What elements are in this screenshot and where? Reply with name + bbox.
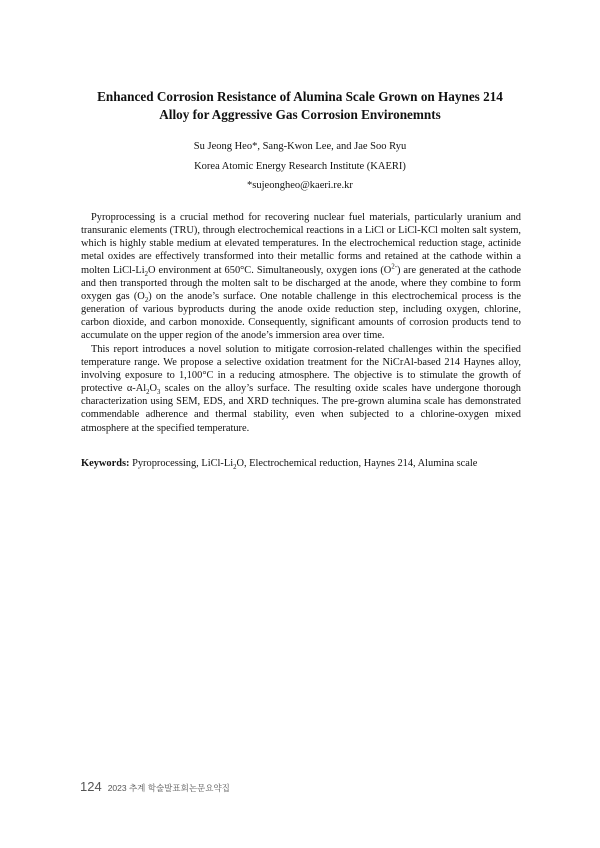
p1-text-a: Pyroprocessing is a crucial method for recovering nuclear fuel materials, particularly uranium and transuranic elements (TRU), through electrochemical reactions in a LiCl or LiCl-KCl molten salt system, which is highly stable medium at elevated temperatures. In the electrochemical reduction stage, actinide metal oxides are effectively transformed into their metallic forms and retained at the cathode within a molten LiCl-Li [81, 212, 521, 276]
p1-text-c: ) are generated at the cathode and then transported through the molten salt to be discharged at the anode, where they combine to form oxygen gas (O [81, 264, 522, 302]
keywords-text-a: Pyroprocessing, LiCl-Li [129, 458, 234, 469]
paper-title [60, 88, 540, 124]
page-footer [80, 778, 230, 796]
abstract-body [81, 211, 521, 435]
email: *sujeongheo@kaeri.re.kr [247, 180, 353, 191]
keywords [81, 457, 521, 470]
paragraph-2 [81, 343, 521, 435]
p1-sup-b: 2- [391, 263, 397, 271]
p1-text-b: O environment at 650°C. Simultaneously, oxygen ions (O [148, 264, 392, 276]
p2-text-c: scales on the alloy’s surface. The resulting oxide scales have undergone thorough characterization using SEM, EDS, and XRD techniques. The pre-grown alumina scale has demonstrated commendable adherence and thermal stability, even when subjected to a chlorine-oxygen mixed atmosphere at the specified temperature. [81, 383, 522, 434]
authors: Su Jeong Heo*, Sang-Kwon Lee, and Jae Soo Ryu [193, 141, 407, 152]
p2-text-a: This report introduces a novel solution to mitigate corrosion-related challenges within the specified temperature range. We propose a selective oxidation treatment for the NiCrAl-based 214 Haynes alloy, involving exposure to 1,100°C in a reducing atmosphere. The objective is to stimulate the growth of protective α-Al [81, 343, 521, 395]
p1-sub-c: 2 [144, 297, 149, 305]
keywords-sub-a: 2 [233, 464, 237, 472]
title-line-1: Enhanced Corrosion Resistance of Alumina Scale Grown on Haynes 214 [97, 89, 503, 104]
p1-text-d: ) on the anode’s surface. One notable challenge in this electrochemical process is the generation of various byproducts during the anode oxide reduction step, including oxygen, chlorine, carbon dioxide, and carbon monoxide. Consequently, significant amounts of corrosion products tend to accumulate on the upper region of the anode’s immersion area over time. [81, 290, 521, 342]
title-line-2: Alloy for Aggressive Gas Corrosion Environemnts [159, 107, 441, 122]
paragraph-1 [81, 211, 521, 343]
p1-sub-a: 2 [144, 270, 148, 278]
proceedings-name: 2023 추계 학술발표회논문요약집 [107, 783, 230, 793]
p2-sub-b: 3 [157, 389, 161, 397]
affiliation: Korea Atomic Energy Research Institute (KAERI) [194, 161, 406, 172]
p2-sub-a: 2 [146, 389, 150, 397]
p2-text-b: O [149, 383, 158, 395]
keywords-label: Keywords: [81, 458, 130, 469]
keywords-text-b: O, Electrochemical reduction, Haynes 214, Alumina scale [236, 458, 478, 469]
page-number: 124 [80, 779, 102, 794]
